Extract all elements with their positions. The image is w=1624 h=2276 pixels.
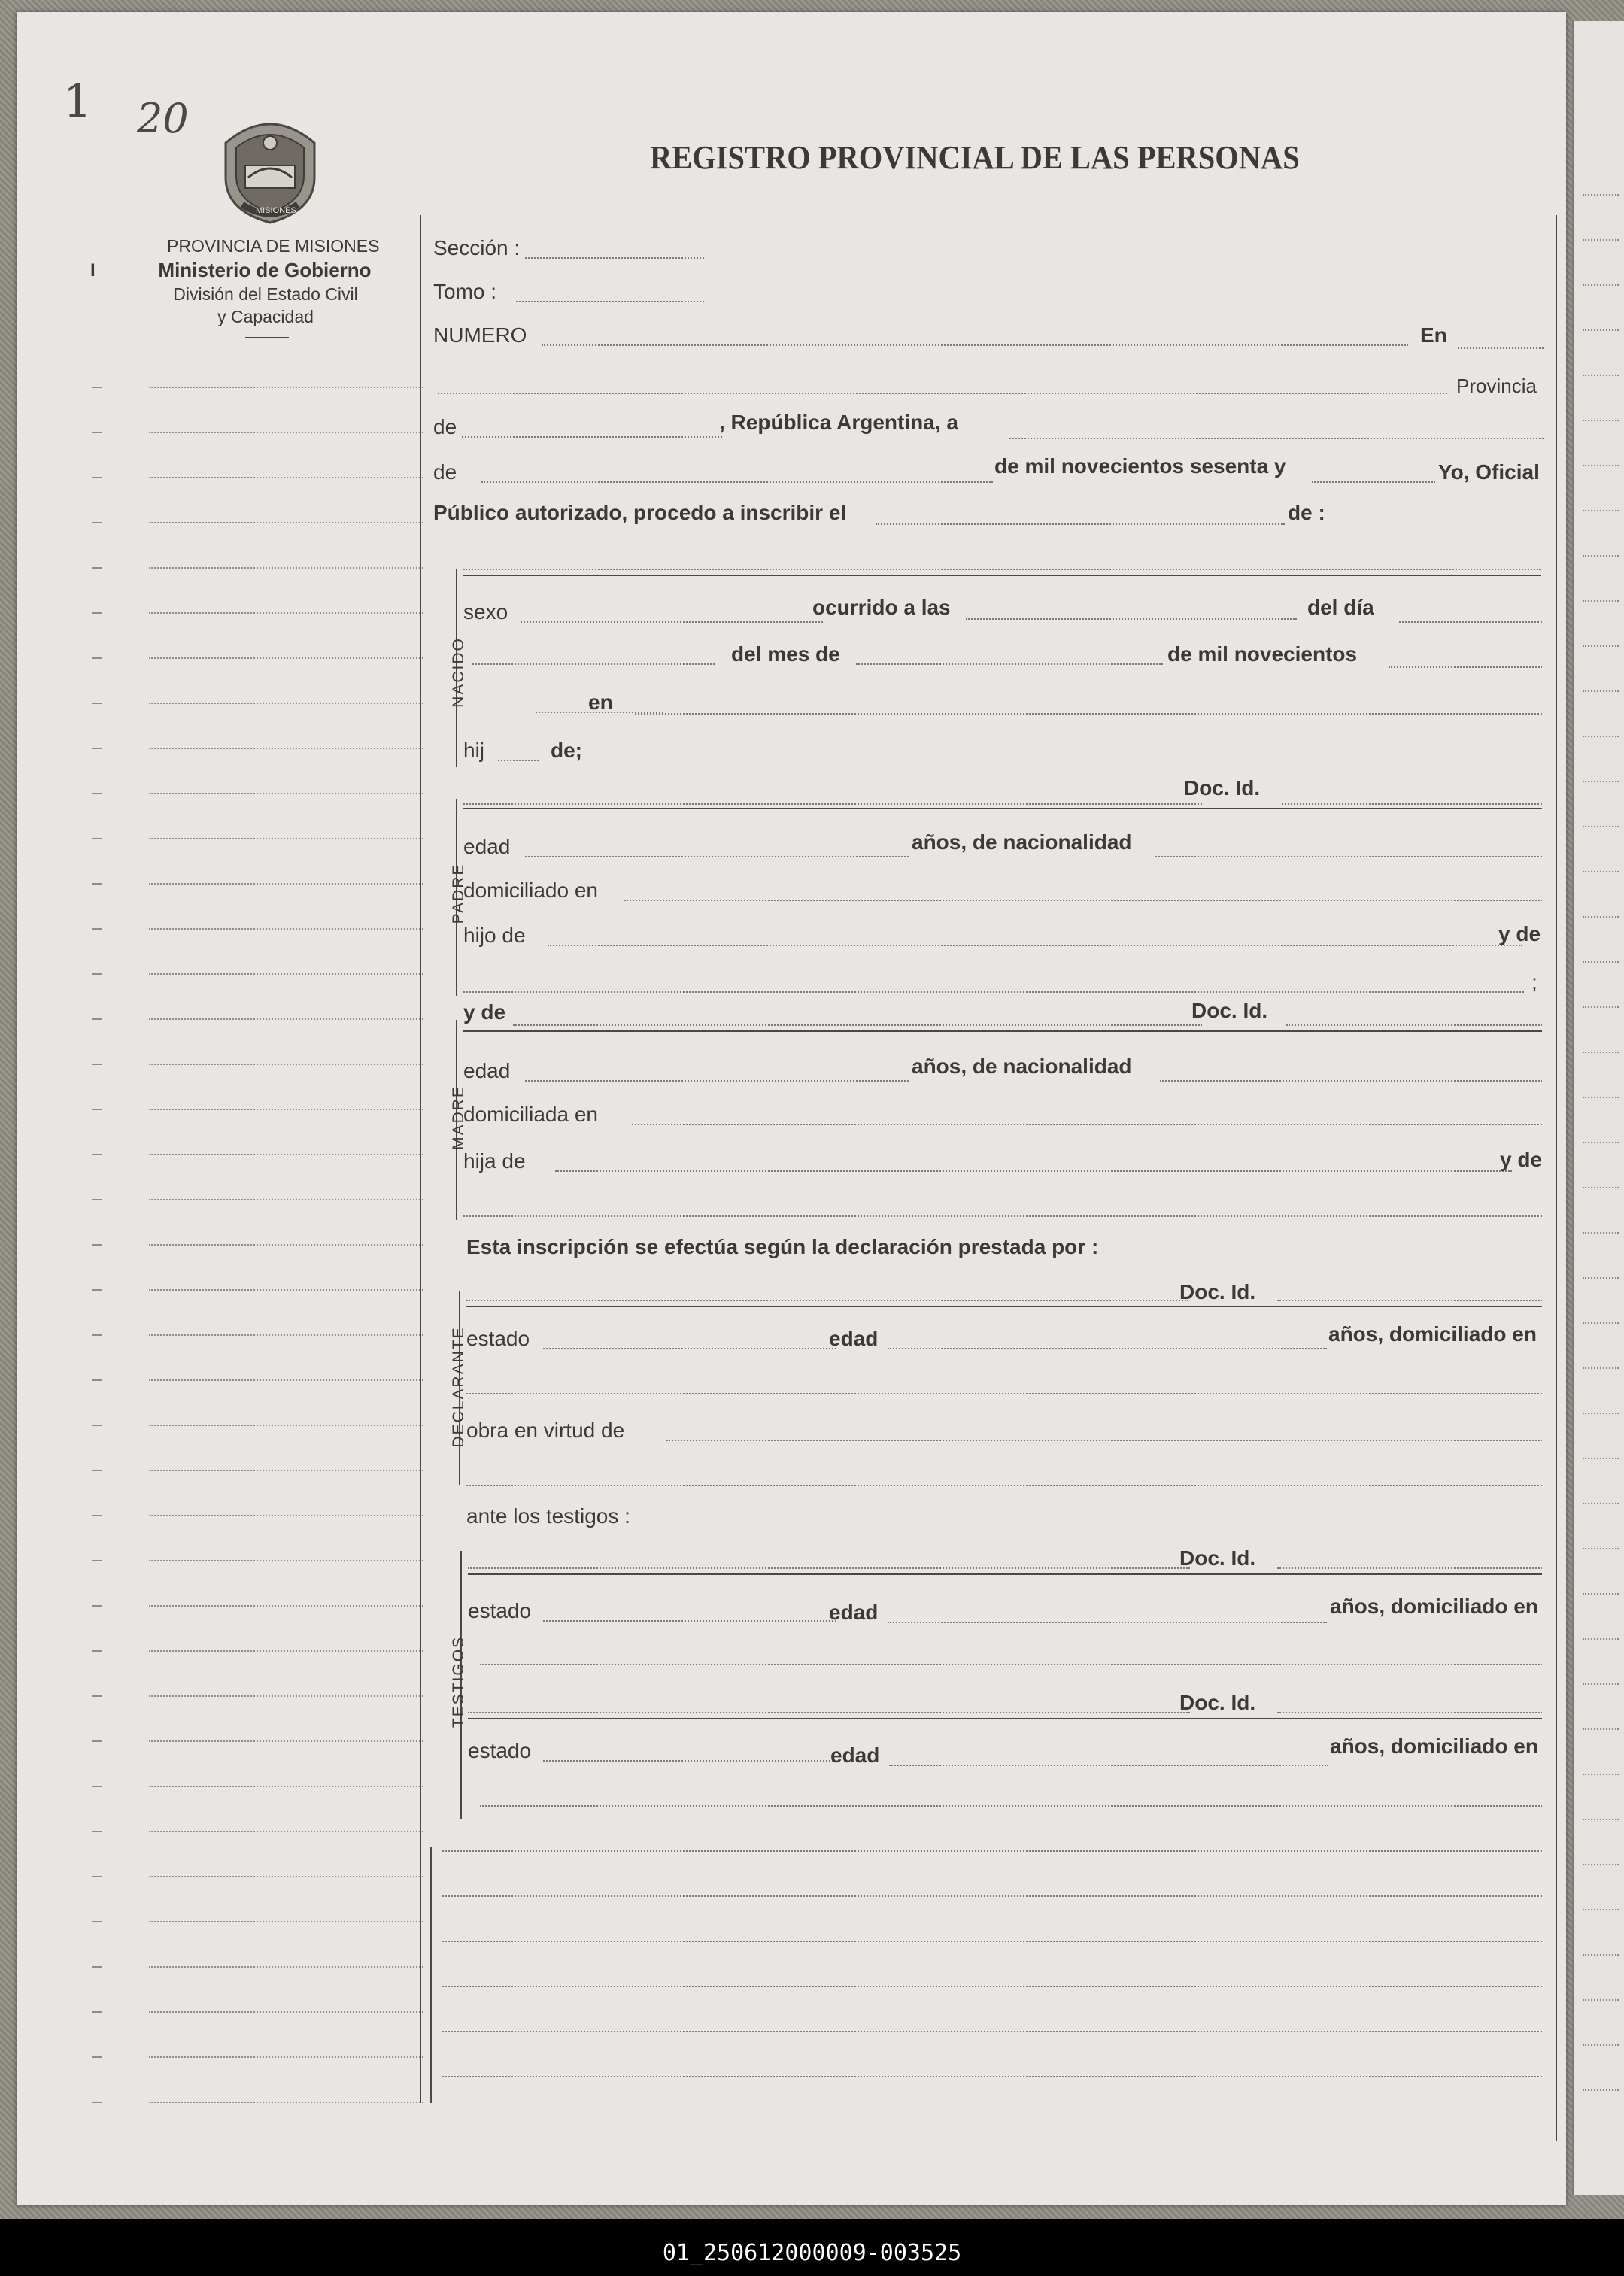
madre-hija-label: hija de [463, 1149, 526, 1173]
testigo1-edad-field[interactable] [888, 1622, 1327, 1623]
ano-field[interactable] [1389, 666, 1542, 668]
padre-dom-field[interactable] [624, 900, 1542, 901]
madre-name-field[interactable] [513, 1024, 1202, 1026]
de-colon-label: de : [1288, 501, 1325, 524]
date-field[interactable] [1009, 438, 1544, 439]
numero-label: NUMERO [433, 323, 527, 347]
padre-edad-label: edad [463, 835, 511, 858]
madre-domiciliada-label: domiciliada en [463, 1103, 598, 1126]
madre-hija2-field[interactable] [463, 1215, 1542, 1217]
madre-edad-field[interactable] [525, 1080, 909, 1082]
sexo-label: sexo [463, 600, 508, 624]
madre-yde-top-label: y de [463, 1000, 506, 1024]
testigo2-edad-field[interactable] [889, 1765, 1328, 1766]
declarante-dom-field[interactable] [466, 1393, 1542, 1394]
madre-doc-label: Doc. Id. [1191, 999, 1268, 1022]
declarante-doc-field[interactable] [1277, 1300, 1542, 1301]
testigo1-anos-label: años, domiciliado en [1330, 1595, 1538, 1618]
del-dia-label: del día [1307, 596, 1374, 619]
seccion-label: Sección : [433, 236, 521, 259]
org-ministry: Ministerio de Gobierno [158, 259, 372, 281]
declarante-anos-label: años, domiciliado en [1328, 1322, 1537, 1346]
hora-field[interactable] [966, 618, 1297, 620]
testigo2-edad-label: edad [830, 1743, 880, 1767]
declarante-obra2-field[interactable] [466, 1485, 1542, 1486]
en-label: En [1420, 323, 1447, 347]
testigo1-edad-label: edad [829, 1601, 879, 1624]
testigo2-dom-field[interactable] [480, 1805, 1542, 1807]
padre-edad-field[interactable] [525, 856, 909, 857]
tomo-field[interactable] [516, 301, 704, 302]
hij-label: hij [463, 739, 485, 762]
declarante-estado-label: estado [466, 1327, 530, 1350]
mes-field[interactable] [856, 663, 1163, 665]
place-field[interactable] [438, 393, 1447, 394]
hij-field[interactable] [498, 760, 539, 761]
testigo1-estado-field[interactable] [543, 1620, 836, 1622]
testigo2-anos-label: años, domiciliado en [1330, 1734, 1538, 1758]
padre-semicolon: ; [1531, 970, 1537, 994]
org-province: PROVINCIA DE MISIONES [167, 236, 380, 256]
mil-novecientos-label: de mil novecientos [1167, 642, 1358, 666]
en-nacido-label: en [588, 690, 613, 714]
padre-nac-field[interactable] [1155, 856, 1542, 857]
madre-hija-field[interactable] [555, 1170, 1512, 1172]
yo-oficial-label: Yo, Oficial [1438, 460, 1540, 484]
seccion-field[interactable] [525, 257, 704, 259]
mil-sesenta-label: de mil novecientos sesenta y [994, 454, 1286, 478]
de2-label: de [433, 460, 457, 484]
de2-field[interactable] [481, 481, 993, 483]
madre-edad-label: edad [463, 1059, 511, 1082]
folio-number: 20 [137, 95, 189, 142]
dia2-field[interactable] [472, 663, 715, 665]
note-line[interactable] [442, 2076, 1542, 2077]
note-line[interactable] [442, 1941, 1542, 1942]
de-nacido-label: de; [551, 739, 582, 762]
declarante-estado-field[interactable] [543, 1348, 836, 1349]
padre-hijo2-field[interactable] [463, 991, 1524, 993]
page-title: REGISTRO PROVINCIAL DE LAS PERSONAS [650, 139, 1300, 176]
margin-mark: I [90, 260, 96, 281]
madre-yde-label: y de [1500, 1148, 1543, 1171]
sexo-field[interactable] [521, 621, 823, 623]
publico-label: Público autorizado, procedo a inscribir el [433, 501, 847, 524]
padre-name-field[interactable] [463, 803, 1202, 805]
testigo1-dom-field[interactable] [480, 1664, 1542, 1665]
next-page-edge [1572, 21, 1624, 2195]
testigo1-name-field[interactable] [468, 1567, 1190, 1569]
note-line[interactable] [442, 2031, 1542, 2032]
declarante-side-label: DECLARANTE [450, 1326, 467, 1448]
org-capacity: y Capacidad [217, 307, 314, 326]
dia-field[interactable] [1399, 621, 1542, 623]
padre-doc-field[interactable] [1282, 803, 1542, 805]
padre-yde-label: y de [1498, 922, 1541, 945]
declarante-doc-label: Doc. Id. [1179, 1280, 1256, 1303]
esta-inscripcion-label: Esta inscripción se efectúa según la declaración prestada por : [466, 1235, 1099, 1258]
testigos-side-label: TESTIGOS [450, 1635, 467, 1728]
declarante-edad-field[interactable] [888, 1348, 1327, 1349]
testigo2-doc-label: Doc. Id. [1179, 1691, 1256, 1714]
note-line[interactable] [442, 1850, 1542, 1852]
register-page [17, 12, 1566, 2205]
nacido-side-label: NACIDO [450, 637, 467, 708]
declarante-obra-field[interactable] [666, 1440, 1542, 1441]
madre-side-label: MADRE [450, 1085, 467, 1150]
testigo2-estado-field[interactable] [543, 1760, 836, 1762]
inscribir-field[interactable] [876, 523, 1285, 525]
folio-left: 1 [63, 75, 93, 128]
padre-hijo-field[interactable] [548, 945, 1522, 946]
republica-label: , República Argentina, a [719, 411, 958, 434]
testigo1-estado-label: estado [468, 1599, 532, 1622]
testigo1-doc-field[interactable] [1277, 1567, 1542, 1569]
padre-anos-label: años, de nacionalidad [912, 830, 1132, 854]
madre-nac-field[interactable] [1160, 1080, 1542, 1082]
declarante-edad-label: edad [829, 1327, 879, 1350]
lugar2-field[interactable] [635, 713, 1542, 715]
en-field[interactable] [1458, 347, 1544, 349]
padre-domiciliado-label: domiciliado en [463, 879, 598, 902]
de1-label: de [433, 415, 457, 439]
padre-hijo-label: hijo de [463, 924, 526, 947]
declarante-obra-label: obra en virtud de [466, 1419, 625, 1442]
testigo2-name-field[interactable] [468, 1712, 1190, 1713]
del-mes-label: del mes de [731, 642, 840, 666]
org-division: División del Estado Civil [173, 284, 358, 304]
testigo2-doc-field[interactable] [1277, 1712, 1542, 1713]
ocurrido-label: ocurrido a las [812, 596, 951, 619]
provincia-label: Provincia [1456, 375, 1537, 397]
madre-dom-field[interactable] [632, 1124, 1542, 1125]
note-line[interactable] [442, 1895, 1542, 1897]
testigo1-doc-label: Doc. Id. [1179, 1546, 1256, 1570]
testigo2-estado-label: estado [468, 1739, 532, 1762]
year-field[interactable] [1312, 481, 1435, 483]
padre-side-label: PADRE [450, 863, 467, 924]
image-caption: 01_250612000009-003525 [662, 2240, 962, 2266]
ante-testigos-label: ante los testigos : [466, 1504, 630, 1528]
numero-field[interactable] [542, 344, 1408, 346]
de1-field[interactable] [462, 436, 722, 438]
declarante-name-field[interactable] [466, 1300, 1188, 1301]
seal-ribbon-text: MISIONES [256, 206, 296, 215]
tomo-label: Tomo : [433, 280, 497, 303]
madre-anos-label: años, de nacionalidad [912, 1055, 1132, 1078]
note-line[interactable] [442, 1986, 1542, 1987]
padre-doc-label: Doc. Id. [1184, 776, 1261, 800]
madre-doc-field[interactable] [1286, 1024, 1542, 1026]
